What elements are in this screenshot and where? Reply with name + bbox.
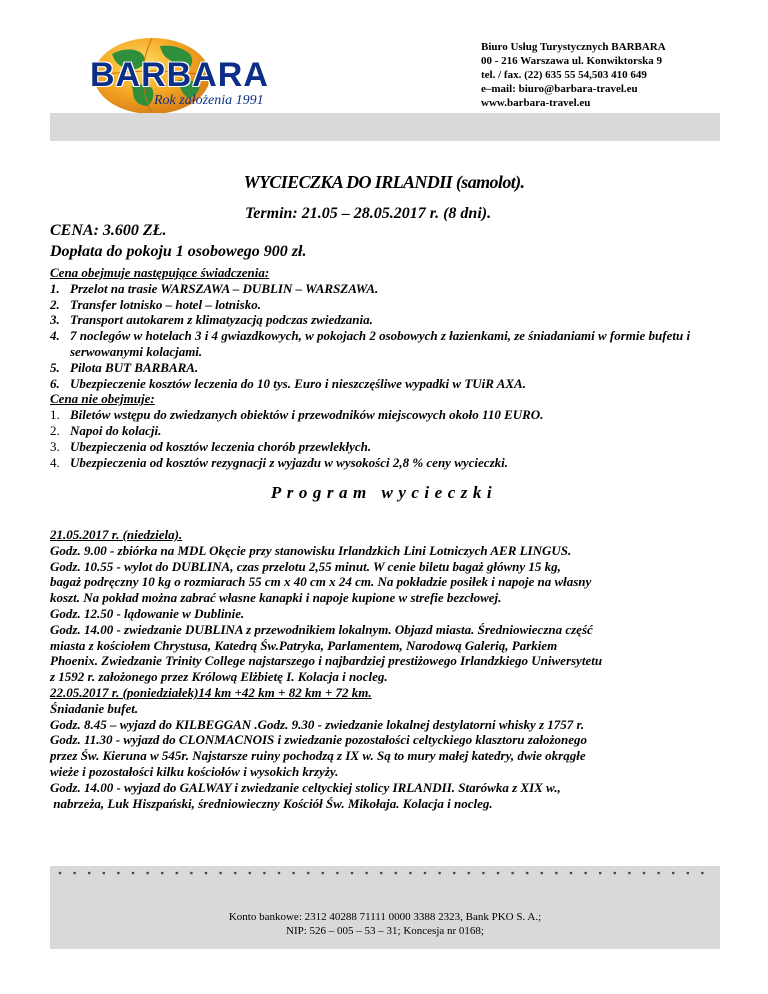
single-room-surcharge: Dopłata do pokoju 1 osobowego 900 zł. — [50, 243, 307, 260]
divider-dot — [292, 872, 295, 875]
divider-dot — [628, 872, 631, 875]
price-conditions — [50, 265, 740, 470]
excludes-item: 3. Ubezpieczenia od kosztów leczenia chorób przewlekłych. — [50, 438, 372, 454]
bank-account: Konto bankowe: 2312 40288 71111 0000 3388 2323, Bank PKO S. A.; — [228, 911, 542, 923]
divider-dot — [176, 872, 179, 875]
program-line: wieże i pozostałości kilku kościołów i wysokich krzyży. — [50, 763, 339, 779]
divider-dot — [117, 872, 120, 875]
divider-dot — [88, 872, 91, 875]
logo-name: BARBARA — [90, 56, 269, 94]
program-line: bagaż podręczny 10 kg o rozmiarach 55 cm x 40 cm x 24 cm. Na pokładzie posiłek i napoje na własny — [50, 574, 592, 590]
program-line: przez Św. Kieruna w 545r. Najstarsze ruiny pochodzą z IX w. Są to mury małej katedry, dwie okrągłe — [50, 748, 586, 764]
divider-dot — [657, 872, 660, 875]
includes-item: 2. Transfer lotnisko – hotel – lotnisko. — [50, 296, 261, 312]
excludes-header: Cena nie obejmuje: — [50, 391, 155, 407]
excludes-item: 1. Biletów wstępu do zwiedzanych obiektów i przewodników miejscowych około 110 EURO. — [50, 407, 544, 423]
tax-id-license: NIP: 526 – 005 – 53 – 31; Koncesja nr 0168; — [286, 925, 484, 937]
company-phone: tel. / fax. (22) 635 55 54,503 410 649 — [481, 69, 647, 81]
divider-dot — [132, 872, 135, 875]
program-line: z 1592 r. założonego przez Królową Elżbietę I. Kolacja i nocleg. — [50, 669, 388, 685]
divider-dot — [570, 872, 573, 875]
header-divider-band — [50, 113, 720, 141]
company-name: Biuro Usług Turystycznych BARBARA — [481, 41, 666, 53]
divider-dot — [380, 872, 383, 875]
divider-dot — [322, 872, 325, 875]
divider-dot — [643, 872, 646, 875]
divider-dot — [409, 872, 412, 875]
divider-dot — [511, 872, 514, 875]
program-title: Program wycieczki — [270, 483, 498, 502]
divider-dot — [687, 872, 690, 875]
divider-dot — [599, 872, 602, 875]
company-info — [481, 40, 761, 110]
divider-dot — [351, 872, 354, 875]
includes-item: 5. Pilota BUT BARBARA. — [50, 359, 199, 375]
divider-dot — [424, 872, 427, 875]
program-body — [50, 527, 740, 811]
trip-term: Termin: 21.05 – 28.05.2017 r. (8 dni). — [245, 205, 492, 222]
divider-dot — [541, 872, 544, 875]
divider-dot — [249, 872, 252, 875]
program-line: koszt. Na pokład można zabrać własne kanapki i napoje kupione w strefie bezcłowej. — [50, 590, 502, 606]
divider-dot — [614, 872, 617, 875]
divider-dot — [497, 872, 500, 875]
divider-dot — [672, 872, 675, 875]
divider-dot — [555, 872, 558, 875]
trip-price: CENA: 3.600 ZŁ. — [50, 222, 167, 239]
includes-item: 6. Ubezpieczenie kosztów leczenia do 10 tys. Euro i nieszczęśliwe wypadki w TUiR AXA. — [50, 375, 526, 391]
divider-dot — [526, 872, 529, 875]
divider-dot — [190, 872, 193, 875]
excludes-item: 2. Napoi do kolacji. — [50, 422, 162, 438]
divider-dot — [161, 872, 164, 875]
divider-dot — [103, 872, 106, 875]
divider-dot — [263, 872, 266, 875]
divider-dot — [468, 872, 471, 875]
divider-dot — [584, 872, 587, 875]
includes-header: Cena obejmuje następujące świadczenia: — [50, 265, 270, 280]
divider-dot — [234, 872, 237, 875]
divider-dot — [59, 872, 62, 875]
includes-item: 4. 7 noclegów w hotelach 3 i 4 gwiazdkowych, w pokojach 2 osobowych z łazienkami, ze śniadaniami w formie bufetu i serwowanymi kolacjami. — [50, 328, 691, 359]
program-line: nabrzeża, Luk Hiszpański, średniowieczny Kościół Św. Mikołaja. Kolacja i nocleg. — [50, 795, 493, 811]
program-line: Godz. 14.00 - zwiedzanie DUBLINA z przewodnikiem lokalnym. Objazd miasta. Średniowieczna część — [50, 621, 593, 637]
program-line: Phoenix. Zwiedzanie Trinity College najstarszego i najbardziej prestiżowego Irlandzkiego Uniwersytetu — [50, 653, 603, 669]
divider-dot — [73, 872, 76, 875]
divider-dot — [219, 872, 222, 875]
company-address: 00 - 216 Warszawa ul. Konwiktorska 9 — [481, 55, 663, 67]
day-header: 22.05.2017 r. (poniedziałek)14 km +42 km + 82 km + 72 km. — [50, 684, 372, 700]
day-header: 21.05.2017 r. (niedziela). — [50, 527, 183, 542]
divider-dot — [205, 872, 208, 875]
footer — [50, 866, 720, 949]
divider-dot — [365, 872, 368, 875]
program-line: Godz. 10.55 - wylot do DUBLINA, czas przelotu 2,55 minut. W cenie biletu bagaż główny 15 kg, — [50, 558, 561, 574]
company-logo — [82, 36, 282, 116]
company-website[interactable]: www.barbara-travel.eu — [481, 97, 591, 109]
footer-text — [50, 910, 720, 938]
page-title: WYCIECZKA DO IRLANDII (samolot). — [243, 172, 525, 192]
includes-item: 1. Przelot na trasie WARSZAWA – DUBLIN – WARSZAWA. — [50, 280, 379, 296]
program-line: Godz. 11.30 - wyjazd do CLONMACNOIS i zwiedzanie pozostałości celtyckiego klasztoru założonego — [50, 732, 587, 748]
program-line: Godz. 12.50 - lądowanie w Dublinie. — [50, 605, 245, 621]
program-line: Śniadanie bufet. — [50, 700, 139, 716]
dotted-divider — [57, 870, 713, 876]
divider-dot — [146, 872, 149, 875]
divider-dot — [482, 872, 485, 875]
excludes-item: 4. Ubezpieczenia od kosztów rezygnacji z wyjazdu w wysokości 2,8 % ceny wycieczki. — [50, 454, 508, 470]
includes-item: 3. Transport autokarem z klimatyzacją podczas zwiedzania. — [50, 312, 373, 328]
divider-dot — [307, 872, 310, 875]
divider-dot — [438, 872, 441, 875]
divider-dot — [336, 872, 339, 875]
company-email[interactable]: e–mail: biuro@barbara-travel.eu — [481, 83, 638, 95]
program-line: Godz. 8.45 – wyjazd do KILBEGGAN .Godz. 9.30 - zwiedzanie lokalnej destylatorni whisky z 1757 r. — [50, 716, 585, 732]
divider-dot — [278, 872, 281, 875]
program-line: miasta z kościołem Chrystusa, Katedrą Św.Patryka, Parlamentem, Narodową Galerią, Parkiem — [50, 637, 558, 653]
logo-tagline: Rok założenia 1991 — [154, 93, 264, 108]
program-line: Godz. 9.00 - zbiórka na MDL Okęcie przy stanowisku Irlandzkich Lini Lotniczych AER LINGUS. — [50, 542, 572, 558]
divider-dot — [395, 872, 398, 875]
divider-dot — [701, 872, 704, 875]
program-line: Godz. 14.00 - wyjazd do GALWAY i zwiedzanie celtyckiej stolicy IRLANDII. Starówka z XIX w., — [50, 779, 561, 795]
divider-dot — [453, 872, 456, 875]
